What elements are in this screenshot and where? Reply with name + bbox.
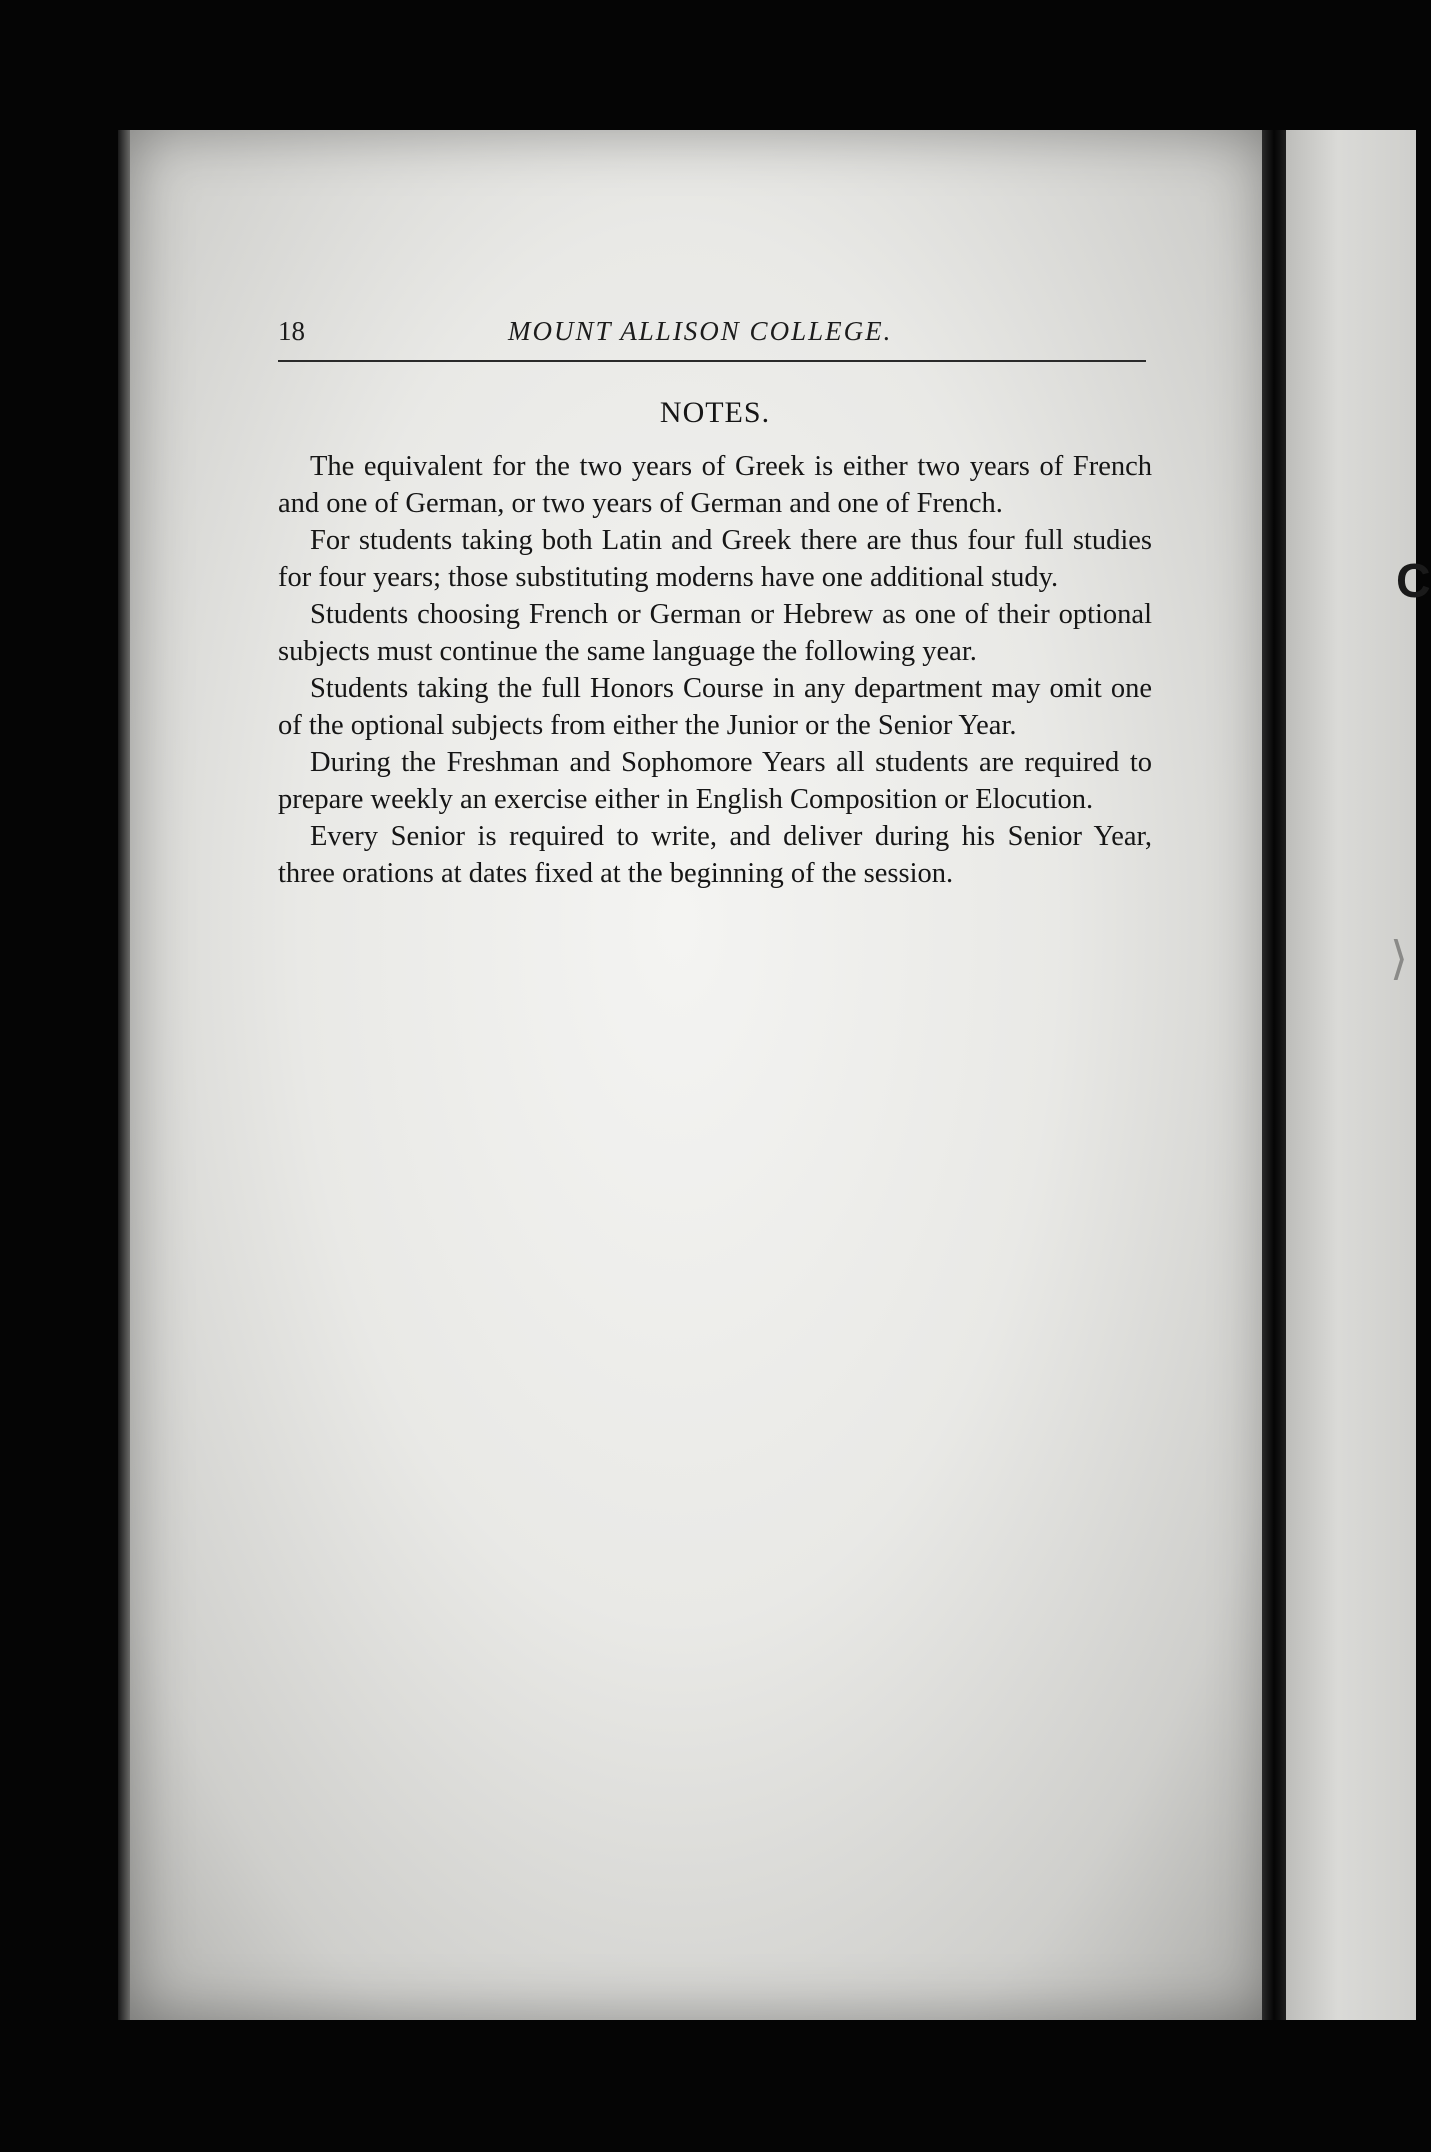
notes-section	[278, 394, 1152, 892]
header-rule	[278, 360, 1146, 362]
note-paragraph: During the Freshman and Sophomore Years all students are required to prepare weekly an exercise either in English Composition or Elocution.	[278, 747, 1152, 815]
facing-page-bracket-mark: ⟩	[1390, 931, 1408, 985]
notes-heading: NOTES.	[659, 396, 771, 429]
note-paragraph: Students taking the full Honors Course in any department may omit one of the optional subjects from either the Junior or the Senior Year.	[278, 673, 1152, 741]
note-paragraph: The equivalent for the two years of Greek is either two years of French and one of German, or two years of German and one of French.	[278, 451, 1152, 519]
page-gutter	[1262, 130, 1286, 2020]
note-paragraph: Every Senior is required to write, and deliver during his Senior Year, three orations at dates fixed at the beginning of the session.	[278, 821, 1152, 889]
facing-page	[1286, 130, 1416, 2020]
note-paragraph: For students taking both Latin and Greek there are thus four full studies for four years; those substituting moderns have one additional study.	[278, 525, 1152, 593]
facing-page-glyph: C	[1396, 555, 1431, 608]
running-title: MOUNT ALLISON COLLEGE.	[508, 316, 893, 346]
note-paragraph: Students choosing French or German or Hebrew as one of their optional subjects must continue the same language the following year.	[278, 599, 1152, 667]
page-number: 18	[278, 316, 305, 346]
running-head	[278, 312, 1146, 352]
